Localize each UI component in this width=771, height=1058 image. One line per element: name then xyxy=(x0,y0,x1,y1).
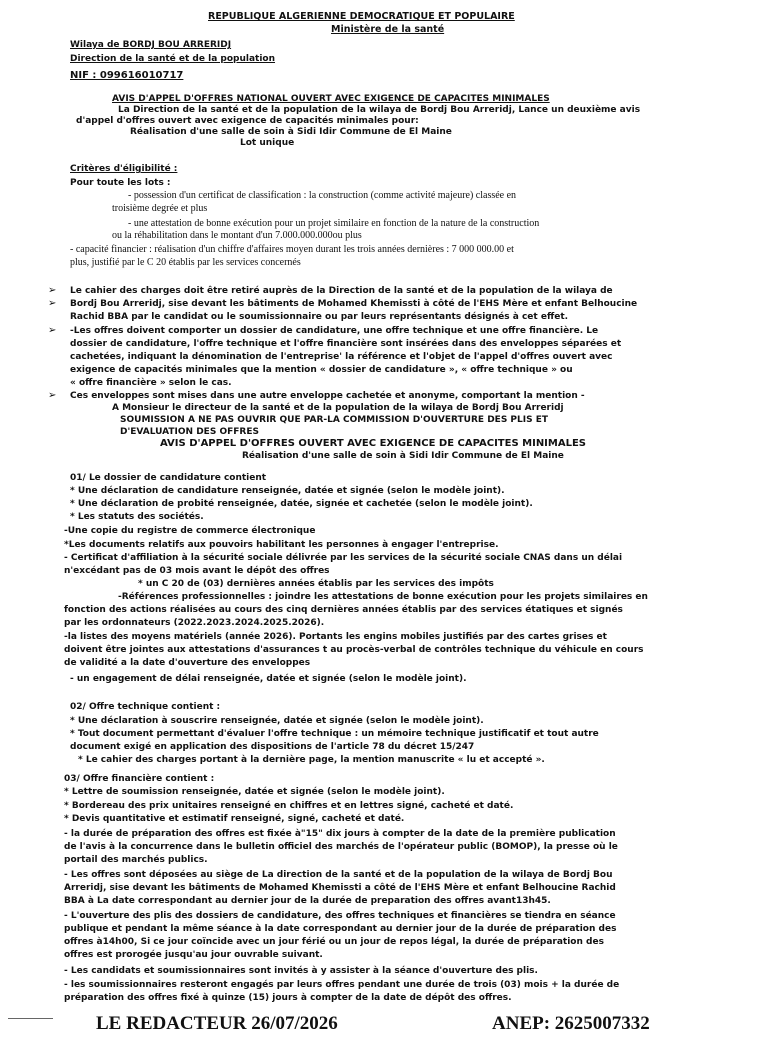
condition-line: « offre financière » selon le cas. xyxy=(70,378,232,388)
section3-line: Arreridj, sise devant les bâtiments de Mohamed Khemissti a côté de l'EHS Mère et enfant Belhoucine Rachid xyxy=(64,883,616,893)
section2-heading: 02/ Offre technique contient : xyxy=(70,702,221,712)
arrow-bullet-icon: ➢ xyxy=(48,390,57,401)
section3-line: portail des marchés publics. xyxy=(64,855,208,865)
envelope-line: A Monsieur le directeur de la santé et de la population de la wilaya de Bordj Bou Arreridj xyxy=(112,403,564,413)
condition-line: Ces enveloppes sont mises dans une autre enveloppe cachetée et anonyme, comportant la mention - xyxy=(70,391,585,401)
section3-line: - la durée de préparation des offres est fixée à"15" dix jours à compter de la date de la première publication xyxy=(64,829,616,839)
arrow-bullet-icon: ➢ xyxy=(48,298,57,309)
condition-line: cachetées, indiquant la dénomination de l'entreprise' la référence et l'objet de l'appel d'offres ouvert avec xyxy=(70,352,613,362)
section3-line: préparation des offres fixé à quinze (15) jours à compter de la date de dépôt des offres. xyxy=(64,993,512,1003)
section3-line: * Lettre de soumission renseignée, datée et signée (selon le modèle joint). xyxy=(64,787,445,797)
section1-line: -Une copie du registre de commerce électronique xyxy=(64,526,316,536)
section3-line: - Les offres sont déposées au siège de La direction de la santé et de la population de la wilaya de Bordj Bou xyxy=(64,870,613,880)
section3-line: - L'ouverture des plis des dossiers de candidature, des offres techniques et financières se tiendra en séance xyxy=(64,911,616,921)
condition-line: Le cahier des charges doit être retiré auprès de la Direction de la santé et de la population de la wilaya de xyxy=(70,286,613,296)
criteria-line: - capacité financier : réalisation d'un chiffre d'affaires moyen durant les trois années dernières : 7 000 000.00 et xyxy=(70,244,514,255)
section3-line: * Devis quantitative et estimatif renseigné, signé, cacheté et daté. xyxy=(64,814,405,824)
notice-title: AVIS D'APPEL D'OFFRES NATIONAL OUVERT AVEC EXIGENCE DE CAPACITES MINIMALES xyxy=(112,94,550,104)
section3-line: publique et pendant la même séance à la date correspondant au dernier jour de la durée de préparation des xyxy=(64,924,617,934)
section3-line: - les soumissionnaires resteront engagés par leurs offres pendant une durée de trois (03) mois + la durée de xyxy=(64,980,620,990)
envelope-line: Réalisation d'une salle de soin à Sidi Idir Commune de El Maine xyxy=(242,451,564,461)
condition-line: Bordj Bou Arreridj, sise devant les bâtiments de Mohamed Khemissti à côté de l'EHS Mère et enfant Belhoucine xyxy=(70,299,638,309)
section1-line: * Une déclaration de probité renseignée, datée, signée et cachetée (selon le modèle joint). xyxy=(70,499,533,509)
section2-line: * Tout document permettant d'évaluer l'offre technique : un mémoire technique justificatif et tout autre xyxy=(70,729,599,739)
arrow-bullet-icon: ➢ xyxy=(48,285,57,296)
section3-line: BBA à La date correspondant au dernier jour de la durée de preparation des offres avant13h45. xyxy=(64,896,551,906)
intro-line-3: Réalisation d'une salle de soin à Sidi Idir Commune de El Maine xyxy=(130,127,452,137)
envelope-line: SOUMISSION A NE PAS OUVRIR QUE PAR-LA COMMISSION D'OUVERTURE DES PLIS ET xyxy=(120,415,549,425)
section1-line: par les ordonnateurs (2022.2023.2024.2025.2026). xyxy=(64,618,325,628)
condition-line: -Les offres doivent comporter un dossier de candidature, une offre technique et une offre financière. Le xyxy=(70,326,599,336)
criteria-line: - une attestation de bonne exécution pour un projet similaire en fonction de la nature de la construction xyxy=(128,218,540,229)
criteria-line: plus, justifié par le C 20 établis par les services concernés xyxy=(70,257,301,268)
section1-line: -la listes des moyens matériels (année 2026). Portants les engins mobiles justifiés par des cartes grises et xyxy=(64,632,607,642)
section1-line: -Références professionnelles : joindre les attestations de bonne exécution pour les projets similaires en xyxy=(118,592,648,602)
criteria-line: - possession d'un certificat de classification : la construction (comme activité majeure) classée en xyxy=(128,190,517,201)
section3-line: offres est prorogée jusqu'au jour ouvrable suivant. xyxy=(64,950,323,960)
republic-heading: REPUBLIQUE ALGERIENNE DEMOCRATIQUE ET POPULAIRE xyxy=(208,11,515,22)
section1-line: fonction des actions réalisées au cours des cinq dernières années établis par des services étatiques et signés xyxy=(64,605,623,615)
section3-line: de l'avis à la concurrence dans le bulletin officiel des marchés de l'opérateur public (BOMOP), la presse où le xyxy=(64,842,618,852)
criteria-line: troisième degrée et plus xyxy=(112,203,208,214)
ministry-heading: Ministère de la santé xyxy=(331,24,445,35)
section2-line: document exigé en application des dispositions de l'article 78 du décret 15/247 xyxy=(70,742,475,752)
section1-line: - Certificat d'affiliation à la sécurité sociale délivrée par les services de la sécurité sociale CNAS dans un délai xyxy=(64,553,623,563)
nif-label: NIF : 099616010717 xyxy=(70,70,184,81)
redacteur-footer: LE REDACTEUR 26/07/2026 xyxy=(96,1013,338,1034)
section1-line: * Une déclaration de candidature renseignée, datée et signée (selon le modèle joint). xyxy=(70,486,505,496)
criteria-line: ou la réhabilitation dans le montant d'un 7.000.000.000ou plus xyxy=(112,230,362,241)
condition-line: exigence de capacités minimales que la mention « dossier de candidature », « offre technique » ou xyxy=(70,365,573,375)
section1-line: - un engagement de délai renseignée, datée et signée (selon le modèle joint). xyxy=(70,674,467,684)
section3-line: * Bordereau des prix unitaires renseigné en chiffres et en lettres signé, cacheté et daté. xyxy=(64,801,514,811)
section1-heading: 01/ Le dossier de candidature contient xyxy=(70,473,267,483)
section1-line: n'excédant pas de 03 mois avant le dépôt des offres xyxy=(64,566,330,576)
envelope-title: AVIS D'APPEL D'OFFRES OUVERT AVEC EXIGENCE DE CAPACITES MINIMALES xyxy=(160,438,587,449)
section3-line: offres à14h00, Si ce jour coïncide avec un jour férié ou un jour de repos légal, la durée de préparation des xyxy=(64,937,604,947)
section2-line: * Une déclaration à souscrire renseignée, datée et signée (selon le modèle joint). xyxy=(70,716,484,726)
condition-line: dossier de candidature, l'offre technique et l'offre financière sont insérées dans des enveloppes séparées et xyxy=(70,339,622,349)
section1-line: * Les statuts des sociétés. xyxy=(70,512,204,522)
margin-rule xyxy=(8,1018,53,1019)
criteria-all-lots: Pour toute les lots : xyxy=(70,178,171,188)
condition-line: Rachid BBA par le candidat ou le soumissionnaire ou par leurs représentants désignés à cet effet. xyxy=(70,312,569,322)
arrow-bullet-icon: ➢ xyxy=(48,325,57,336)
section1-line: *Les documents relatifs aux pouvoirs habilitant les personnes à engager l'entreprise. xyxy=(64,540,499,550)
anep-footer: ANEP: 2625007332 xyxy=(492,1013,650,1034)
section1-line: de validité a la date d'ouverture des enveloppes xyxy=(64,658,311,668)
criteria-heading: Critères d'éligibilité : xyxy=(70,164,178,174)
section1-line: doivent être jointes aux attestations d'assurances t au procès-verbal de contrôles technique du véhicule en cours xyxy=(64,645,644,655)
section3-line: - Les candidats et soumissionnaires sont invités à y assister à la séance d'ouverture des plis. xyxy=(64,966,538,976)
section2-line: * Le cahier des charges portant à la dernière page, la mention manuscrite « lu et accepté ». xyxy=(78,755,545,765)
intro-line-2: d'appel d'offres ouvert avec exigence de capacités minimales pour: xyxy=(76,116,419,126)
direction-label: Direction de la santé et de la population xyxy=(70,54,276,64)
envelope-line: D'EVALUATION DES OFFRES xyxy=(120,427,259,437)
intro-line-4: Lot unique xyxy=(240,138,295,148)
section3-heading: 03/ Offre financière contient : xyxy=(64,774,215,784)
intro-line-1: La Direction de la santé et de la population de la wilaya de Bordj Bou Arreridj, Lance un deuxième avis xyxy=(118,105,641,115)
wilaya-label: Wilaya de BORDJ BOU ARRERIDJ xyxy=(70,40,232,50)
section1-line: * un C 20 de (03) dernières années établis par les services des impôts xyxy=(138,579,494,589)
